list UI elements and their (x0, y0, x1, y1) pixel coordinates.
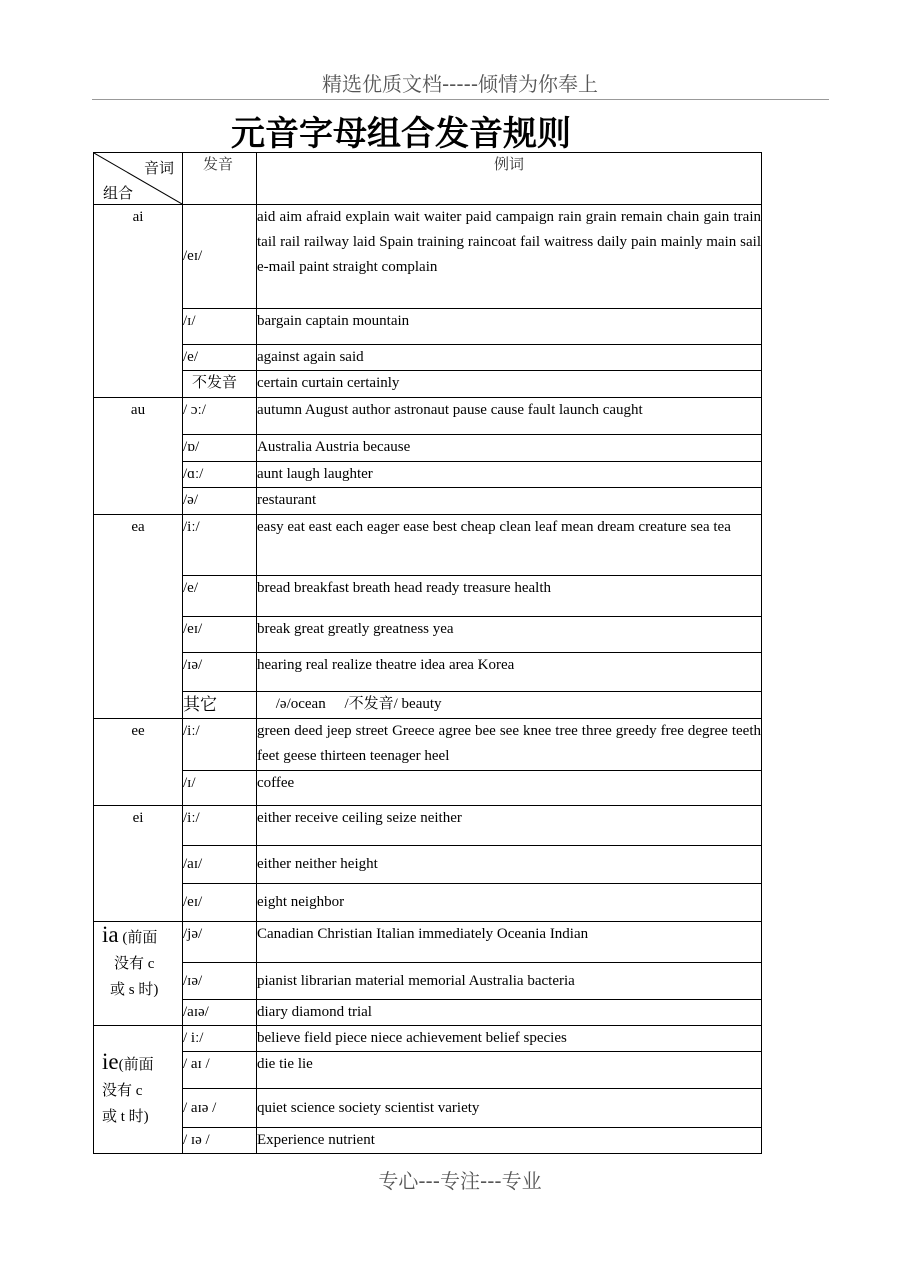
words-cell: aid aim afraid explain wait waiter paid campaign rain grain remain chain gain train tail rail railway laid Spain training raincoat fail waitress daily pain mainly main sail e-mail paint straight complain (257, 205, 762, 309)
corner-cell (94, 153, 183, 205)
pron-cell: /aɪə/ (183, 1000, 257, 1026)
combo-note: 或 t 时) (102, 1109, 149, 1125)
table-row (94, 398, 762, 435)
corner-bottom-label: 组合 (103, 184, 134, 202)
words-cell: either neither height (257, 846, 762, 884)
table-row (94, 435, 762, 462)
pron-cell: /aɪ/ (183, 846, 257, 884)
pron-cell: /ə/ (183, 488, 257, 515)
corner-top-label: 音词 (143, 159, 174, 177)
combo-cell-ea: ea (94, 515, 183, 719)
words-cell: believe field piece niece achievement belief species (257, 1026, 762, 1052)
words-cell: bargain captain mountain (257, 309, 762, 345)
table-row (94, 922, 762, 963)
pron-cell: /e/ (183, 345, 257, 371)
pron-cell: / ɪə / (183, 1128, 257, 1154)
pron-cell: / iː/ (183, 1026, 257, 1052)
page-header: 精选优质文档-----倾情为你奉上 (321, 72, 599, 96)
pron-cell: /ɑː/ (183, 462, 257, 488)
words-cell: restaurant (257, 488, 762, 515)
pron-cell: /eɪ/ (183, 617, 257, 653)
words-cell: break great greatly greatness yea (257, 617, 762, 653)
words-cell: /ə/ocean /不发音/ beauty (257, 692, 762, 719)
table-row (94, 846, 762, 884)
column-header-examples: 例词 (257, 153, 762, 205)
words-cell: aunt laugh laughter (257, 462, 762, 488)
combo-note: 没有 c (114, 956, 155, 972)
combo-label: ia (102, 922, 119, 947)
page-footer: 专心---专注---专业 (378, 1169, 542, 1193)
combo-note: (前面 (118, 1057, 154, 1073)
table-row (94, 1052, 762, 1089)
combo-cell-ai: ai (94, 205, 183, 398)
pron-cell: / aɪ / (183, 1052, 257, 1089)
combo-note: 或 s 时) (110, 982, 159, 998)
words-cell: Experience nutrient (257, 1128, 762, 1154)
combo-label: ie (102, 1049, 119, 1074)
pron-cell: /ɪ/ (183, 771, 257, 806)
words-cell: diary diamond trial (257, 1000, 762, 1026)
pron-cell: /iː/ (183, 515, 257, 576)
table-row (94, 719, 762, 771)
words-cell: autumn August author astronaut pause cause fault launch caught (257, 398, 762, 435)
words-cell: certain curtain certainly (257, 371, 762, 398)
table-row (94, 371, 762, 398)
words-cell: Australia Austria because (257, 435, 762, 462)
pron-cell: /ɪə/ (183, 653, 257, 692)
words-cell: pianist librarian material memorial Australia bacteria (257, 963, 762, 1000)
table-row (94, 515, 762, 576)
pron-cell: /eɪ/ (183, 884, 257, 922)
pron-cell: /ɒ/ (183, 435, 257, 462)
vowel-combination-table (93, 152, 762, 1154)
combo-note: (前面 (122, 930, 158, 946)
pron-cell: /iː/ (183, 719, 257, 771)
pron-cell: /iː/ (183, 806, 257, 846)
table-row (94, 1128, 762, 1154)
pron-cell: 不发音 (183, 371, 257, 398)
header-divider (92, 99, 829, 100)
table-row (94, 488, 762, 515)
table-row (94, 1089, 762, 1128)
table-row (94, 576, 762, 617)
words-cell: quiet science society scientist variety (257, 1089, 762, 1128)
pron-cell: /e/ (183, 576, 257, 617)
column-header-pronunciation: 发音 (183, 153, 257, 205)
combo-cell-ee: ee (94, 719, 183, 806)
table-row (94, 309, 762, 345)
words-cell: against again said (257, 345, 762, 371)
table-row (94, 205, 762, 309)
words-cell: Canadian Christian Italian immediately Oceania Indian (257, 922, 762, 963)
table-row (94, 771, 762, 806)
table-row (94, 963, 762, 1000)
table-row (94, 884, 762, 922)
pron-cell: / aɪə / (183, 1089, 257, 1128)
table-row (94, 617, 762, 653)
table-row (94, 806, 762, 846)
table-row (94, 345, 762, 371)
table-header-row (94, 153, 762, 205)
words-cell: bread breakfast breath head ready treasure health (257, 576, 762, 617)
pron-cell: /jə/ (183, 922, 257, 963)
pron-cell: / ɔː/ (183, 398, 257, 435)
words-cell: eight neighbor (257, 884, 762, 922)
table-row (94, 692, 762, 719)
pron-cell: /eɪ/ (183, 205, 257, 309)
table-row (94, 1026, 762, 1052)
combo-cell-ia (94, 922, 183, 1026)
table-row (94, 653, 762, 692)
words-cell: coffee (257, 771, 762, 806)
combo-cell-ei: ei (94, 806, 183, 922)
words-cell: hearing real realize theatre idea area Korea (257, 653, 762, 692)
combo-cell-ie (94, 1026, 183, 1154)
words-cell: easy eat east each eager ease best cheap clean leaf mean dream creature sea tea (257, 515, 762, 576)
pron-cell: /ɪə/ (183, 963, 257, 1000)
page-title: 元音字母组合发音规则 (231, 114, 571, 154)
combo-cell-au: au (94, 398, 183, 515)
table-row (94, 1000, 762, 1026)
pron-cell: 其它 (183, 692, 257, 719)
table-row (94, 462, 762, 488)
words-cell: green deed jeep street Greece agree bee see knee tree three greedy free degree teeth feet geese thirteen teenager heel (257, 719, 762, 771)
words-cell: die tie lie (257, 1052, 762, 1089)
words-cell: either receive ceiling seize neither (257, 806, 762, 846)
pron-cell: /ɪ/ (183, 309, 257, 345)
combo-note: 没有 c (102, 1083, 143, 1099)
